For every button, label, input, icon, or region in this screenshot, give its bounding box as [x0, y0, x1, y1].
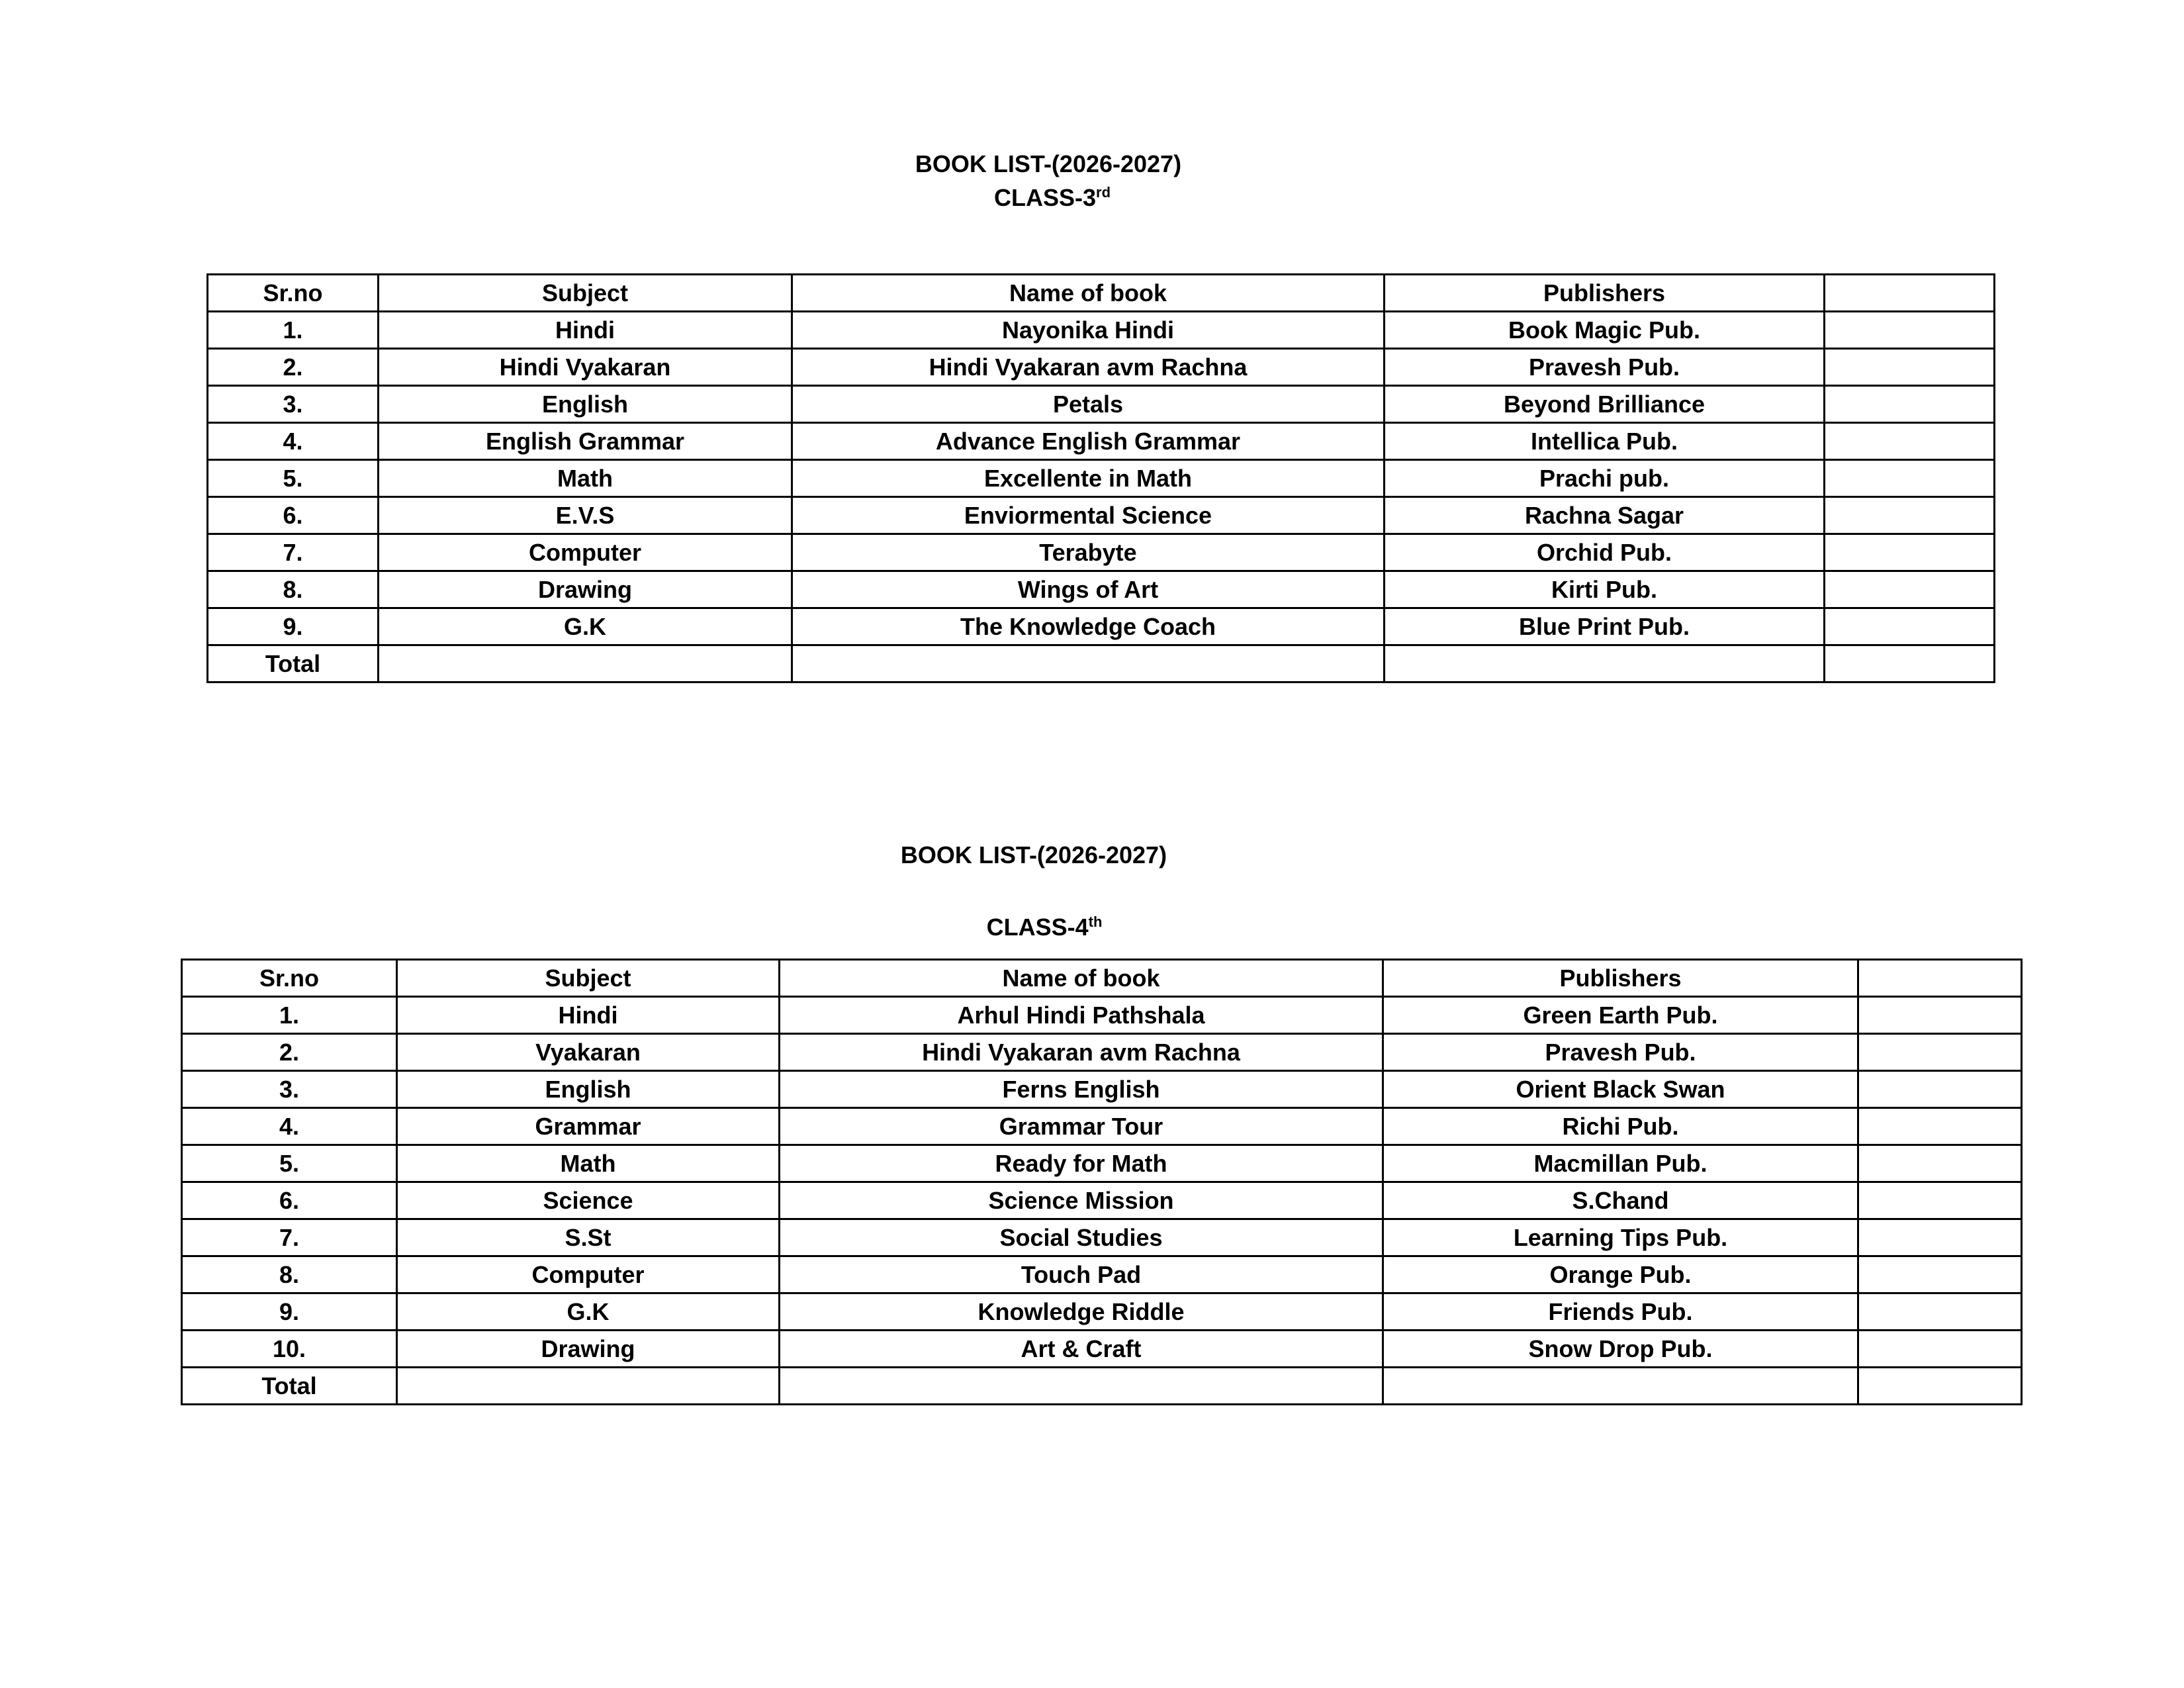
srno-cell: 4.	[208, 423, 379, 460]
book-name-cell: Art & Craft	[780, 1331, 1383, 1368]
subject-cell	[379, 645, 792, 682]
blank-cell	[1825, 423, 1995, 460]
publisher-cell: Kirti Pub.	[1385, 571, 1825, 608]
table-row	[182, 1071, 2022, 1108]
book-name-cell: Nayonika Hindi	[792, 312, 1385, 349]
table-row	[182, 1368, 2022, 1405]
book-name-cell: Excellente in Math	[792, 460, 1385, 497]
publisher-cell	[1385, 645, 1825, 682]
blank-cell	[1825, 386, 1995, 423]
table-row	[208, 423, 1995, 460]
srno-cell: 8.	[182, 1256, 397, 1293]
header-blank	[1825, 275, 1995, 312]
table-row	[182, 997, 2022, 1034]
table-row	[182, 1293, 2022, 1331]
table-row	[182, 1256, 2022, 1293]
srno-cell: 8.	[208, 571, 379, 608]
table-row	[182, 1219, 2022, 1256]
subject-cell: Hindi Vyakaran	[379, 349, 792, 386]
book-name-cell: Social Studies	[780, 1219, 1383, 1256]
book-name-cell: The Knowledge Coach	[792, 608, 1385, 645]
srno-cell: 10.	[182, 1331, 397, 1368]
blank-cell	[1858, 1256, 2022, 1293]
subject-cell: Hindi	[379, 312, 792, 349]
publisher-cell: Friends Pub.	[1383, 1293, 1858, 1331]
publisher-cell: S.Chand	[1383, 1182, 1858, 1219]
subject-cell: Computer	[379, 534, 792, 571]
section2-class-label: CLASS-4	[986, 914, 1089, 941]
blank-cell	[1825, 460, 1995, 497]
book-name-cell	[780, 1368, 1383, 1405]
header-blank	[1858, 960, 2022, 997]
publisher-cell	[1383, 1368, 1858, 1405]
table-row	[208, 386, 1995, 423]
blank-cell	[1858, 1182, 2022, 1219]
table-row	[208, 312, 1995, 349]
srno-cell: 1.	[208, 312, 379, 349]
section1-title: BOOK LIST-(2026-2027)	[915, 150, 1182, 177]
table-row	[208, 608, 1995, 645]
publisher-cell: Green Earth Pub.	[1383, 997, 1858, 1034]
publisher-cell: Richi Pub.	[1383, 1108, 1858, 1145]
subject-cell: Drawing	[379, 571, 792, 608]
blank-cell	[1858, 1034, 2022, 1071]
srno-cell: 2.	[182, 1034, 397, 1071]
subject-cell	[397, 1368, 780, 1405]
subject-cell: Drawing	[397, 1331, 780, 1368]
publisher-cell: Book Magic Pub.	[1385, 312, 1825, 349]
blank-cell	[1858, 1293, 2022, 1331]
table-row	[182, 1034, 2022, 1071]
srno-cell: 3.	[208, 386, 379, 423]
book-name-cell: Arhul Hindi Pathshala	[780, 997, 1383, 1034]
header-publishers: Publishers	[1385, 275, 1825, 312]
subject-cell: Math	[379, 460, 792, 497]
blank-cell	[1825, 312, 1995, 349]
publisher-cell: Prachi pub.	[1385, 460, 1825, 497]
table-row	[182, 1331, 2022, 1368]
book-name-cell: Petals	[792, 386, 1385, 423]
publisher-cell: Snow Drop Pub.	[1383, 1331, 1858, 1368]
publisher-cell: Orchid Pub.	[1385, 534, 1825, 571]
publisher-cell: Blue Print Pub.	[1385, 608, 1825, 645]
header-book-name: Name of book	[792, 275, 1385, 312]
book-name-cell: Science Mission	[780, 1182, 1383, 1219]
srno-cell: Total	[208, 645, 379, 682]
header-subject: Subject	[397, 960, 780, 997]
subject-cell: G.K	[397, 1293, 780, 1331]
blank-cell	[1858, 1145, 2022, 1182]
subject-cell: E.V.S	[379, 497, 792, 534]
subject-cell: S.St	[397, 1219, 780, 1256]
header-book-name: Name of book	[780, 960, 1383, 997]
srno-cell: 7.	[208, 534, 379, 571]
srno-cell: 9.	[208, 608, 379, 645]
subject-cell: English	[379, 386, 792, 423]
book-name-cell: Ready for Math	[780, 1145, 1383, 1182]
header-srno: Sr.no	[182, 960, 397, 997]
class3-book-table	[206, 273, 1995, 683]
header-publishers: Publishers	[1383, 960, 1858, 997]
section1-class-suffix: rd	[1096, 184, 1111, 201]
subject-cell: Science	[397, 1182, 780, 1219]
subject-cell: English Grammar	[379, 423, 792, 460]
book-name-cell: Enviormental Science	[792, 497, 1385, 534]
book-name-cell	[792, 645, 1385, 682]
section2-class-heading	[987, 910, 1103, 945]
section1-class-heading	[994, 181, 1111, 215]
publisher-cell: Macmillan Pub.	[1383, 1145, 1858, 1182]
header-subject: Subject	[379, 275, 792, 312]
publisher-cell: Rachna Sagar	[1385, 497, 1825, 534]
class4-book-table	[181, 959, 2023, 1405]
blank-cell	[1858, 1368, 2022, 1405]
subject-cell: Hindi	[397, 997, 780, 1034]
book-name-cell: Knowledge Riddle	[780, 1293, 1383, 1331]
table-header-row	[182, 960, 2022, 997]
srno-cell: 5.	[182, 1145, 397, 1182]
publisher-cell: Beyond Brilliance	[1385, 386, 1825, 423]
table-row	[208, 534, 1995, 571]
subject-cell: Computer	[397, 1256, 780, 1293]
publisher-cell: Learning Tips Pub.	[1383, 1219, 1858, 1256]
srno-cell: 1.	[182, 997, 397, 1034]
table-row	[208, 571, 1995, 608]
blank-cell	[1825, 571, 1995, 608]
srno-cell: 6.	[208, 497, 379, 534]
srno-cell: 5.	[208, 460, 379, 497]
table-row	[182, 1182, 2022, 1219]
subject-cell: Vyakaran	[397, 1034, 780, 1071]
table-row	[208, 497, 1995, 534]
srno-cell: 4.	[182, 1108, 397, 1145]
subject-cell: G.K	[379, 608, 792, 645]
book-name-cell: Terabyte	[792, 534, 1385, 571]
table-row	[208, 460, 1995, 497]
table-row	[182, 1145, 2022, 1182]
blank-cell	[1858, 1108, 2022, 1145]
book-name-cell: Touch Pad	[780, 1256, 1383, 1293]
subject-cell: Math	[397, 1145, 780, 1182]
srno-cell: 3.	[182, 1071, 397, 1108]
blank-cell	[1825, 497, 1995, 534]
publisher-cell: Intellica Pub.	[1385, 423, 1825, 460]
section2-title: BOOK LIST-(2026-2027)	[900, 841, 1167, 868]
blank-cell	[1825, 645, 1995, 682]
publisher-cell: Pravesh Pub.	[1385, 349, 1825, 386]
srno-cell: 2.	[208, 349, 379, 386]
blank-cell	[1858, 997, 2022, 1034]
srno-cell: 6.	[182, 1182, 397, 1219]
table-row	[208, 645, 1995, 682]
table-header-row	[208, 275, 1995, 312]
book-name-cell: Ferns English	[780, 1071, 1383, 1108]
subject-cell: English	[397, 1071, 780, 1108]
section2-class-suffix: th	[1088, 914, 1103, 930]
book-name-cell: Advance English Grammar	[792, 423, 1385, 460]
book-name-cell: Grammar Tour	[780, 1108, 1383, 1145]
srno-cell: Total	[182, 1368, 397, 1405]
blank-cell	[1825, 608, 1995, 645]
blank-cell	[1825, 534, 1995, 571]
book-name-cell: Wings of Art	[792, 571, 1385, 608]
srno-cell: 7.	[182, 1219, 397, 1256]
blank-cell	[1825, 349, 1995, 386]
publisher-cell: Orient Black Swan	[1383, 1071, 1858, 1108]
blank-cell	[1858, 1331, 2022, 1368]
table-row	[182, 1108, 2022, 1145]
blank-cell	[1858, 1071, 2022, 1108]
srno-cell: 9.	[182, 1293, 397, 1331]
publisher-cell: Orange Pub.	[1383, 1256, 1858, 1293]
table-row	[208, 349, 1995, 386]
book-name-cell: Hindi Vyakaran avm Rachna	[792, 349, 1385, 386]
header-srno: Sr.no	[208, 275, 379, 312]
subject-cell: Grammar	[397, 1108, 780, 1145]
blank-cell	[1858, 1219, 2022, 1256]
publisher-cell: Pravesh Pub.	[1383, 1034, 1858, 1071]
book-name-cell: Hindi Vyakaran avm Rachna	[780, 1034, 1383, 1071]
section1-class-label: CLASS-3	[993, 184, 1097, 211]
